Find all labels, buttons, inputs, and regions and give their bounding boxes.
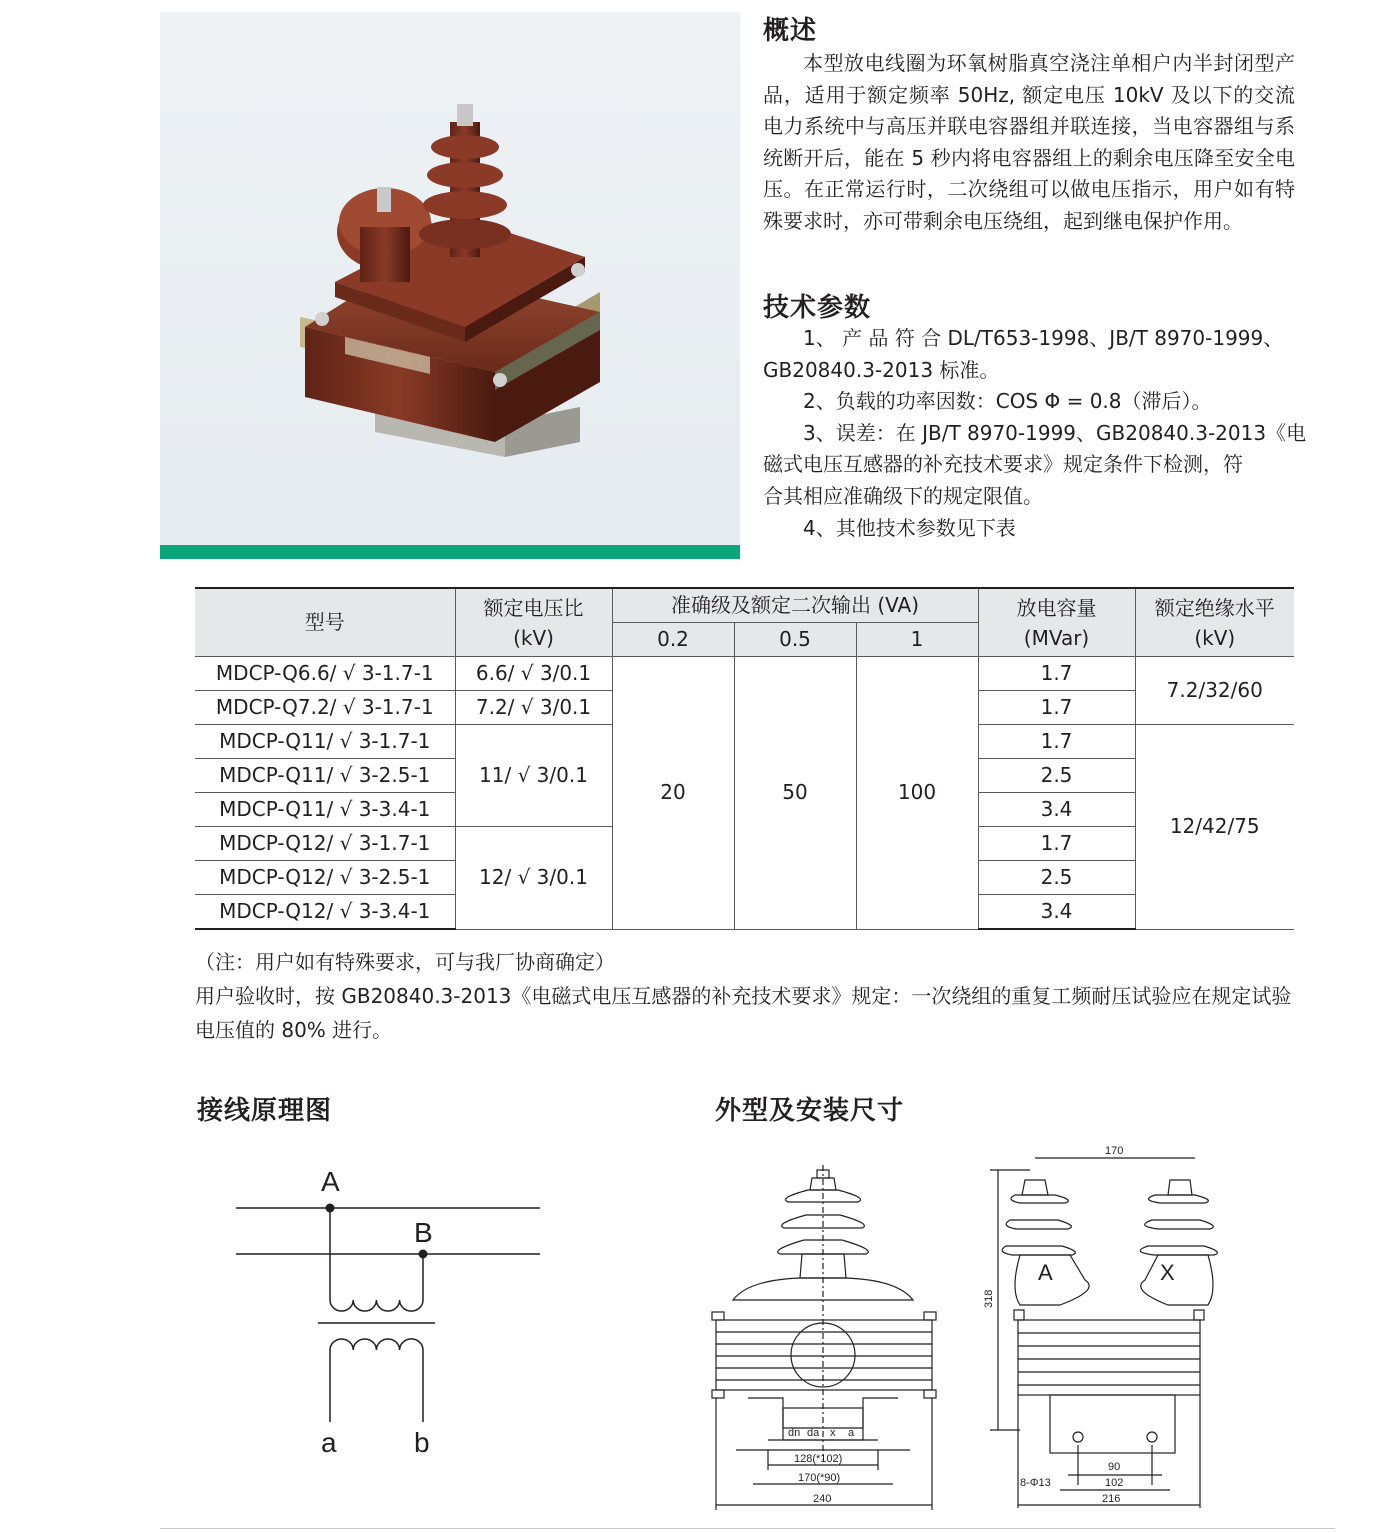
- photo-accent-bar: [160, 545, 740, 559]
- model-cell: MDCP-Q11/ √ 3-1.7-1: [195, 725, 455, 759]
- header-class-0-5: 0.5: [734, 623, 856, 657]
- tech-line-1: 1、 产 品 符 合 DL/T653-1998、JB/T 8970-1999、: [803, 326, 1284, 350]
- output-cell-0-2: 20: [612, 657, 734, 930]
- ratio-cell: 6.6/ √ 3/0.1: [455, 657, 612, 691]
- header-model: 型号: [195, 588, 455, 657]
- tech-title: 技术参数: [763, 293, 872, 323]
- bottom-divider: [160, 1528, 1335, 1529]
- tech-list: [763, 323, 1307, 544]
- notes: [195, 945, 1305, 1047]
- capacity-cell: 2.5: [978, 861, 1135, 895]
- side-dim-holes: 8-Φ13: [1020, 1477, 1051, 1489]
- terminal-x: x: [830, 1427, 836, 1439]
- label-b: b: [414, 1427, 430, 1458]
- label-a: a: [321, 1427, 337, 1458]
- output-cell-1: 100: [856, 657, 978, 930]
- note-special: （注：用户如有特殊要求，可与我厂协商确定）: [195, 950, 615, 974]
- model-cell: MDCP-Q12/ √ 3-3.4-1: [195, 895, 455, 930]
- capacity-cell: 3.4: [978, 793, 1135, 827]
- front-view-drawing: [708, 1160, 948, 1520]
- header-capacity: 放电容量 (MVar): [978, 588, 1135, 657]
- terminal-a: a: [848, 1427, 855, 1439]
- capacity-cell: 1.7: [978, 725, 1135, 759]
- header-class-1: 1: [856, 623, 978, 657]
- tech-line-7: 4、其他技术参数见下表: [803, 515, 1016, 540]
- capacity-cell: 2.5: [978, 759, 1135, 793]
- terminal-dn: dn: [788, 1427, 801, 1439]
- label-A: A: [321, 1166, 340, 1197]
- overview-title: 概述: [763, 16, 818, 46]
- insulation-cell: 7.2/32/60: [1135, 657, 1294, 725]
- terminal-da: da: [807, 1427, 820, 1439]
- model-cell: MDCP-Q12/ √ 3-1.7-1: [195, 827, 455, 861]
- front-dim-mount: 128(*102): [794, 1453, 843, 1465]
- side-view-drawing: [980, 1140, 1230, 1520]
- capacity-cell: 1.7: [978, 657, 1135, 691]
- side-label-A: A: [1038, 1260, 1053, 1285]
- ratio-cell: 12/ √ 3/0.1: [455, 827, 612, 930]
- header-ratio: 额定电压比 (kV): [455, 588, 612, 657]
- primary-winding: [330, 1300, 423, 1311]
- overview-body: [763, 48, 1295, 238]
- overview-text: 本型放电线圈为环氧树脂真空浇注单相户内半封闭型产品，适用于额定频率 50Hz, 额定电压 10kV 及以下的交流电力系统中与高压并联电容器组并联连接，当电容器组与系统断开后，能在 5 秒内将电容器组上的剩余电压降至安全电压。在正常运行时，二次绕组可以做电压指示，用户如有特殊要求时，亦可带剩余电压绕组，起到继电保护作用。: [763, 51, 1295, 233]
- tech-line-6: 合其相应准确级下的规定限值。: [763, 483, 1043, 508]
- capacity-cell: 1.7: [978, 827, 1135, 861]
- model-cell: MDCP-Q7.2/ √ 3-1.7-1: [195, 691, 455, 725]
- spec-table: [195, 587, 1294, 930]
- tech-line-3: 2、负载的功率因数：COS Φ = 0.8（滞后）。: [803, 389, 1212, 414]
- label-B: B: [414, 1217, 433, 1248]
- discharge-coil-photo: [160, 12, 740, 545]
- table-row: [195, 657, 1294, 691]
- model-cell: MDCP-Q12/ √ 3-2.5-1: [195, 861, 455, 895]
- model-cell: MDCP-Q11/ √ 3-2.5-1: [195, 759, 455, 793]
- ratio-cell: 7.2/ √ 3/0.1: [455, 691, 612, 725]
- header-insulation: 额定绝缘水平 (kV): [1135, 588, 1294, 657]
- side-dim-hole-spacing: 90: [1108, 1461, 1121, 1473]
- dimensions-title: 外型及安装尺寸: [715, 1096, 905, 1126]
- secondary-winding: [330, 1339, 423, 1350]
- ratio-cell: 11/ √ 3/0.1: [455, 725, 612, 827]
- side-label-X: X: [1160, 1260, 1175, 1285]
- note-acceptance: 用户验收时，按 GB20840.3-2013《电磁式电压互感器的补充技术要求》规定：一次绕组的重复工频耐压试验应在规定试验电压值的 80% 进行。: [195, 984, 1292, 1042]
- side-dim-base: 102: [1105, 1477, 1124, 1489]
- insulation-cell: 12/42/75: [1135, 725, 1294, 930]
- header-class-0-2: 0.2: [612, 623, 734, 657]
- side-dim-width: 216: [1102, 1493, 1121, 1505]
- header-accuracy: 准确级及额定二次输出 (VA): [612, 588, 978, 623]
- tech-line-5: 磁式电压互感器的补充技术要求》规定条件下检测，符: [763, 452, 1243, 477]
- wiring-title: 接线原理图: [197, 1096, 333, 1126]
- capacity-cell: 1.7: [978, 691, 1135, 725]
- model-cell: MDCP-Q6.6/ √ 3-1.7-1: [195, 657, 455, 691]
- side-dim-top: 170: [1105, 1145, 1124, 1157]
- tech-line-2: GB20840.3-2013 标准。: [763, 357, 1000, 382]
- front-dim-width: 240: [813, 1493, 832, 1505]
- output-cell-0-5: 50: [734, 657, 856, 930]
- tech-line-4: 3、误差：在 JB/T 8970-1999、GB20840.3-2013《电: [803, 420, 1307, 445]
- wiring-diagram: [230, 1160, 550, 1470]
- front-dim-base: 170(*90): [798, 1472, 841, 1484]
- capacity-cell: 3.4: [978, 895, 1135, 930]
- model-cell: MDCP-Q11/ √ 3-3.4-1: [195, 793, 455, 827]
- product-photo: [160, 12, 740, 545]
- side-dim-height: 318: [983, 1289, 995, 1308]
